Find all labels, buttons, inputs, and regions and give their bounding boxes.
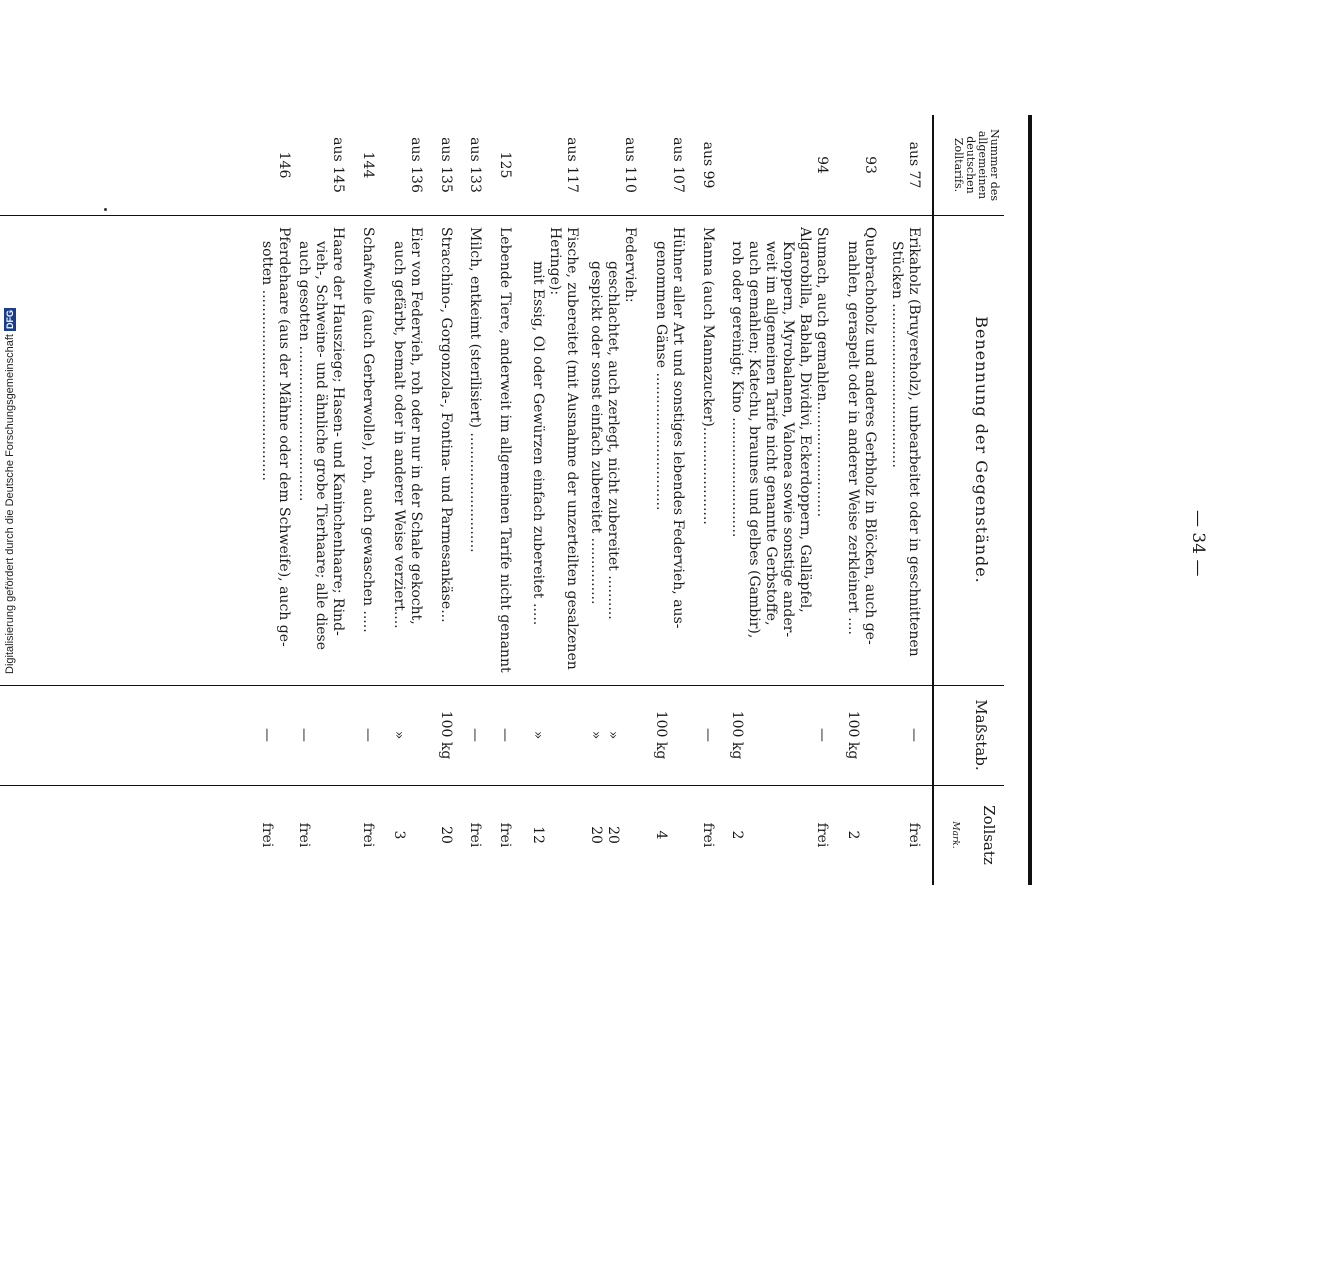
header-name: Benennung der Gegenstände.	[972, 316, 991, 584]
item-description	[466, 227, 483, 679]
measure-value: 100 kg	[438, 710, 454, 760]
measure-value: 100 kg	[729, 710, 745, 760]
header-duty: Zollsatz	[980, 805, 998, 865]
description-line: mit Essig, Öl oder Gewürzen einfach zubereitet .....	[530, 261, 546, 626]
duty-value: frei	[296, 822, 312, 848]
description-line: Stracchino-, Gorgonzola-, Fontina- und Parmesankäse...	[438, 227, 454, 623]
tariff-number: 93	[862, 156, 878, 174]
description-line: Fische, zubereitet (mit Ausnahme der unzerteilten gesalzenen	[564, 227, 580, 670]
duty-value: 12	[530, 826, 546, 844]
tariff-number: aus 135	[438, 137, 454, 193]
measure-value: »	[391, 730, 407, 740]
scan-speck	[104, 208, 107, 211]
duty-value: frei	[467, 822, 483, 848]
measure-value: —	[296, 728, 312, 742]
duty-value: 20	[588, 826, 604, 844]
item-description	[728, 227, 830, 679]
description-line: auch gesotten ...................................	[296, 241, 312, 502]
description-line: Algarobilla, Bablah, Dividivi, Eckerdoppern, Galläpfel,	[797, 227, 813, 613]
item-description	[390, 227, 424, 679]
description-line: mahlen, geraspelt oder in anderer Weise zerkleinert ....	[845, 241, 861, 635]
duty-value: frei	[360, 822, 376, 848]
footer-text: Digitalisierung gefördert durch die Deutsche Forschungsgemeinschaft	[4, 334, 16, 674]
tariff-number: 125	[497, 151, 513, 179]
tariff-number: 144	[360, 151, 376, 179]
item-description	[844, 227, 878, 679]
duty-value: 4	[653, 830, 669, 840]
description-line: Sumach, auch gemahlen..........................	[814, 227, 830, 518]
measure-value: —	[497, 728, 513, 742]
measure-value: »	[605, 730, 621, 740]
duty-value: 20	[605, 826, 621, 844]
header-number: Nummer des allgemeinen deutschen Zolltarifs.	[952, 128, 1001, 202]
description-line: roh oder gereinigt; Kino ...........................	[729, 241, 745, 538]
description-line: vieh-, Schweine- und ähnliche grobe Tierhaare; alle diese	[313, 241, 329, 651]
description-line: Hühner aller Art und sonstiges lebendes Federvieh, aus-	[670, 227, 686, 629]
tariff-number: aus 110	[622, 137, 638, 193]
description-line: Milch, entkeimt (sterilisiert) ...........................	[467, 227, 483, 553]
header-duty-unit: Mark.	[950, 821, 960, 849]
tariff-number: 146	[276, 151, 292, 179]
tariff-number: aus 99	[700, 141, 716, 189]
header-measure: Maßstab.	[972, 699, 990, 771]
item-description	[587, 227, 638, 679]
description-line: Haare der Hausziege; Hasen- und Kaninchenhaare; Rind-	[330, 227, 346, 636]
column-divider	[0, 215, 1004, 216]
tariff-number: aus 117	[564, 137, 580, 193]
measure-value: —	[700, 728, 716, 742]
description-line: Federvieh:	[622, 227, 638, 303]
header-rule	[932, 115, 934, 885]
item-description	[529, 227, 580, 679]
tariff-number: 94	[814, 156, 830, 174]
description-line: auch gemahlen; Katechu, braunes und gelbes (Gambir),	[746, 241, 762, 639]
tariff-number: aus 107	[670, 137, 686, 193]
duty-value: 2	[845, 830, 861, 840]
description-line: sotten ...........................................	[259, 241, 275, 481]
duty-value: frei	[814, 822, 830, 848]
description-line: Heringe):	[547, 227, 563, 296]
measure-value: 100 kg	[845, 710, 861, 760]
item-description	[888, 227, 922, 679]
tariff-number: aus 145	[330, 137, 346, 193]
page-number: — 34 —	[1188, 510, 1208, 577]
description-line: Manna (auch Mannazucker)......................	[700, 227, 716, 525]
duty-value: 3	[391, 830, 407, 840]
tariff-number: aus 77	[906, 141, 922, 189]
table-top-rule	[1028, 115, 1032, 885]
item-description	[437, 227, 454, 679]
tariff-number: aus 136	[408, 137, 424, 193]
measure-value: —	[467, 728, 483, 742]
measure-value: 100 kg	[653, 710, 669, 760]
duty-value: frei	[259, 822, 275, 848]
description-line: weit im allgemeinen Tarife nicht genannte Gerbstoffe,	[763, 241, 779, 626]
description-line: auch gefärbt, bemalt oder in anderer Weise verziert....	[391, 241, 407, 629]
description-line: Quebrachoholz und anderes Gerbholz in Blöcken, auch ge-	[862, 227, 878, 645]
description-line: Knoppern, Myrobalanen, Valonea sowie sonstige ander-	[780, 241, 796, 638]
measure-value: »	[588, 730, 604, 740]
measure-value: »	[530, 730, 546, 740]
description-line: geschlachtet, auch zerlegt, nicht zubereitet ..........	[605, 261, 621, 620]
item-description	[652, 227, 686, 679]
description-line: Erikaholz (Bruyereholz), unbearbeitet oder in geschnittenen	[906, 227, 922, 657]
description-line: gespickt oder sonst einfach zubereitet ...............	[588, 261, 604, 605]
tariff-table	[0, 115, 1032, 885]
description-line: Stücken .....................................	[889, 241, 905, 468]
item-description	[295, 227, 346, 679]
duty-value: frei	[700, 822, 716, 848]
duty-value: frei	[497, 822, 513, 848]
description-line: Schafwolle (auch Gerberwolle), roh, auch gewaschen .....	[360, 227, 376, 633]
description-line: Pferdehaare (aus der Mähne oder dem Schweife), auch ge-	[276, 227, 292, 647]
dfg-logo: DFG	[5, 310, 15, 329]
description-line: Lebende Tiere, anderweit im allgemeinen Tarife nicht genannt	[497, 227, 513, 673]
footer-credit	[2, 308, 18, 1288]
description-line: Eier von Federvieh, roh oder nur in der Schale gekocht,	[408, 227, 424, 625]
item-description	[359, 227, 376, 679]
duty-value: 2	[729, 830, 745, 840]
measure-value: —	[259, 728, 275, 742]
description-line: genommen Gänse ...............................	[653, 241, 669, 511]
item-description	[699, 227, 716, 679]
duty-value: 20	[438, 826, 454, 844]
measure-value: —	[906, 728, 922, 742]
measure-value: —	[360, 728, 376, 742]
duty-value: frei	[906, 822, 922, 848]
item-description	[258, 227, 292, 679]
item-description	[496, 227, 513, 679]
tariff-number: aus 133	[467, 137, 483, 193]
measure-value: —	[814, 728, 830, 742]
